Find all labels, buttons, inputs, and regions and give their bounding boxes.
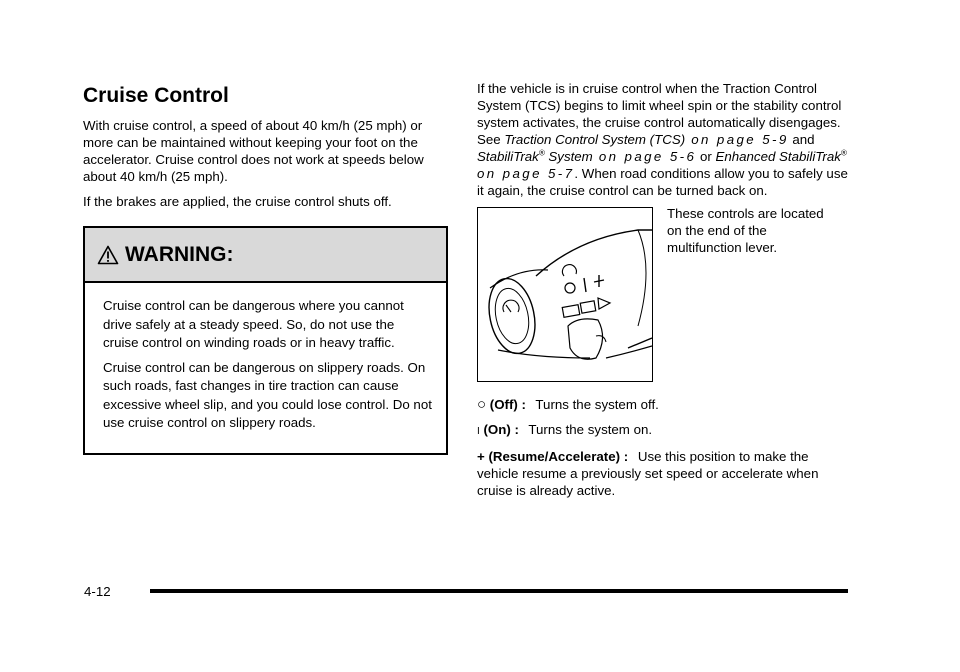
tcs-paragraph <box>477 80 849 199</box>
lever-illustration <box>477 207 653 382</box>
warning-paragraph-1: Cruise control can be dangerous where you cannot drive safely at a steady speed. So, do not use the cruise control on winding roads or in heavy traffic. <box>103 298 404 350</box>
and-text: and <box>788 132 815 147</box>
on-label: (On) : <box>483 422 519 437</box>
stabilitrak-name: StabiliTrak <box>477 149 539 164</box>
registered-mark: ® <box>840 148 847 158</box>
multifunction-lever-drawing <box>478 208 652 381</box>
resume-text: When road conditions allow you to safely use it again, the cruise control can be turned back on. <box>477 166 848 198</box>
page-number: 4-12 <box>84 584 111 599</box>
figure-caption: These controls are located on the end of the multifunction lever. <box>667 206 824 255</box>
enhanced-stabilitrak-link[interactable] <box>715 149 846 164</box>
control-item-on <box>477 421 849 440</box>
section-heading: Cruise Control <box>83 84 229 107</box>
tcs-link[interactable]: Traction Control System (TCS) <box>504 132 686 147</box>
brakes-paragraph: If the brakes are applied, the cruise control shuts off. <box>83 194 392 209</box>
warning-paragraph-2: Cruise control can be dangerous on slippery roads. On such roads, fast changes in tire traction can cause excessive wheel slip, and you could lose control. Do not use cruise control on slippery roads. <box>103 359 432 430</box>
on-symbol-icon: I <box>477 426 480 437</box>
left-column <box>83 84 448 455</box>
right-column <box>477 80 849 507</box>
warning-body <box>85 283 446 453</box>
off-label: (Off) : <box>489 397 526 412</box>
intro-paragraph: With cruise control, a speed of about 40 km/h (25 mph) or more can be maintained without keeping your foot on the accelerator. Cruise control does not work at speeds below about 40 km/h (25 mph). <box>83 118 424 184</box>
resume-label: + (Resume/Accelerate) : <box>477 449 629 464</box>
resume-description: Use this position to make the vehicle resume a previously set speed or accelerate when cruise is already active. <box>477 449 819 498</box>
control-item-off <box>477 396 849 413</box>
figure-row <box>477 207 849 382</box>
period: . <box>574 166 579 181</box>
warning-title: WARNING: <box>125 242 234 266</box>
footer-rule <box>150 589 848 593</box>
tcs-text: If the vehicle is in cruise control when the Traction Control System (TCS) begins to limit wheel spin or the stability control system activates, the cruise control automatically disengages. See <box>477 81 842 147</box>
or-text: or <box>696 149 716 164</box>
enhanced-stabilitrak-name: Enhanced StabiliTrak <box>715 149 841 164</box>
stabilitrak-suffix: System <box>544 149 593 164</box>
stabilitrak-link[interactable] <box>477 149 593 164</box>
warning-triangle-icon <box>97 245 119 265</box>
registered-mark: ® <box>538 148 545 158</box>
warning-header <box>85 228 446 283</box>
stabilitrak-page-ref[interactable]: on page 5-6 <box>592 149 697 164</box>
enhanced-stabilitrak-page-ref[interactable]: on page 5-7 <box>477 166 575 181</box>
control-item-resume <box>477 448 849 499</box>
off-description: Turns the system off. <box>535 397 659 412</box>
tcs-page-ref[interactable]: on page 5-9 <box>685 132 789 147</box>
warning-box <box>83 226 448 455</box>
on-description: Turns the system on. <box>528 422 653 437</box>
off-symbol-icon: ○ <box>477 396 487 413</box>
